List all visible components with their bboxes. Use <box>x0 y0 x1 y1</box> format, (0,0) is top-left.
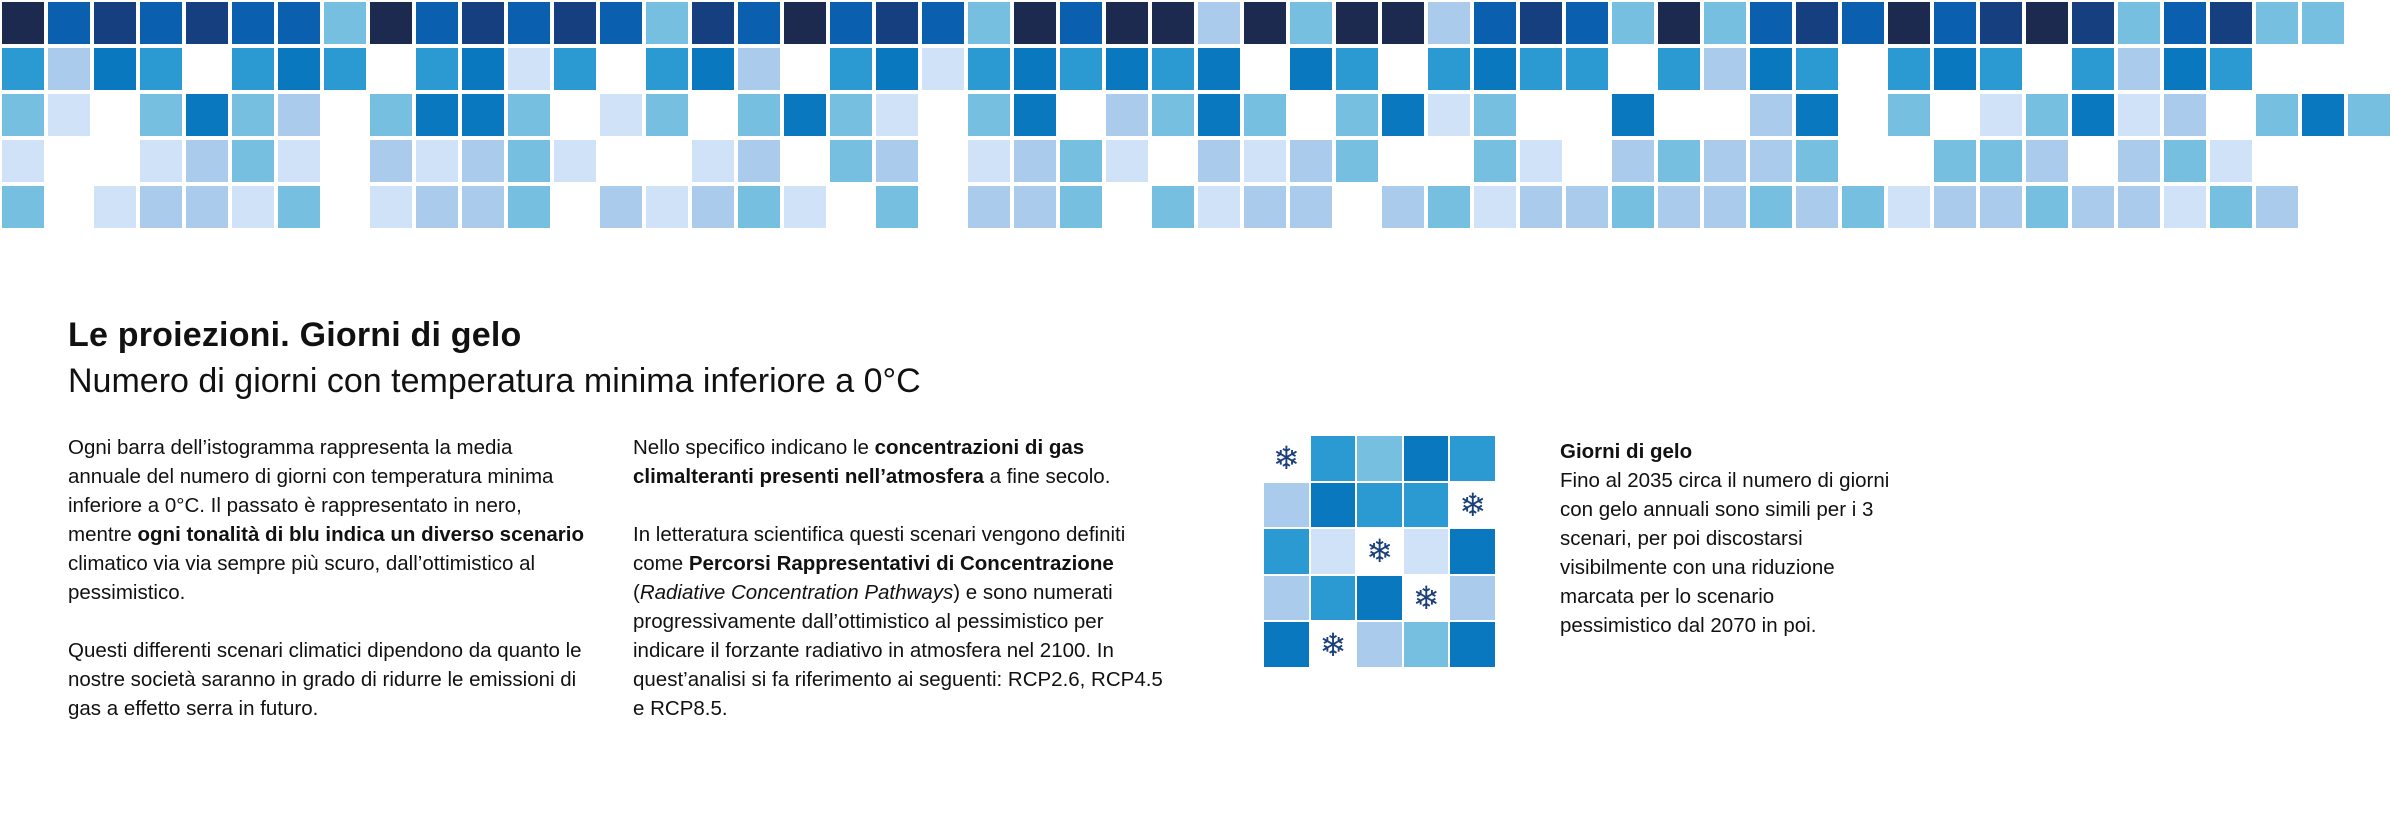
mosaic-tile <box>2162 0 2208 46</box>
mosaic-tile <box>1012 0 1058 46</box>
mosaic-tile <box>644 0 690 46</box>
mosaic-tile <box>2116 184 2162 230</box>
snowflake-grid-tile <box>1310 482 1357 529</box>
mosaic-tile <box>460 138 506 184</box>
mosaic-tile <box>184 184 230 230</box>
mosaic-tile <box>1104 92 1150 138</box>
snowflake-grid-tile <box>1403 575 1450 622</box>
mosaic-tile <box>0 184 46 230</box>
mosaic-tile <box>1380 184 1426 230</box>
text-segment: ) e sono numerati progressivamente dall’ottimistico al pessimistico per indicare il forzante radiativo in atmosfera nel 2100. In quest’analisi si fa riferimento ai seguenti: RCP2.6, RCP4.5 e RCP8.5. <box>633 581 1163 720</box>
snowflake-icon: ❄ <box>1459 485 1487 524</box>
mosaic-tile <box>230 184 276 230</box>
mosaic-tile <box>1840 184 1886 230</box>
page-title: Le proiezioni. Giorni di gelo <box>68 316 522 354</box>
mosaic-tile <box>1012 46 1058 92</box>
mosaic-tile <box>1104 46 1150 92</box>
snowflake-grid-tile <box>1449 528 1496 575</box>
snowflake-grid-icon <box>1263 435 1496 668</box>
paragraph-rcp-definition <box>633 520 1173 723</box>
mosaic-tile <box>1196 92 1242 138</box>
mosaic-tile <box>2162 92 2208 138</box>
mosaic-tile <box>1564 184 1610 230</box>
mosaic-tile <box>460 0 506 46</box>
mosaic-tile <box>1242 92 1288 138</box>
mosaic-tile <box>138 138 184 184</box>
snowflake-grid-tile <box>1449 575 1496 622</box>
mosaic-tile <box>138 184 184 230</box>
mosaic-tile <box>1196 0 1242 46</box>
mosaic-tile <box>1058 138 1104 184</box>
mosaic-tile <box>230 138 276 184</box>
mosaic-tile <box>874 0 920 46</box>
frost-days-note <box>1560 437 1890 640</box>
snowflake-icon: ❄ <box>1412 579 1440 618</box>
mosaic-tile <box>1794 184 1840 230</box>
mosaic-tile <box>828 92 874 138</box>
mosaic-tile <box>1610 92 1656 138</box>
mosaic-tile <box>1288 46 1334 92</box>
mosaic-tile <box>46 46 92 92</box>
mosaic-tile <box>1610 184 1656 230</box>
mosaic-tile <box>1012 184 1058 230</box>
snowflake-grid-tile <box>1403 435 1450 482</box>
mosaic-tile <box>2070 92 2116 138</box>
mosaic-tile <box>1472 92 1518 138</box>
mosaic-tile <box>506 46 552 92</box>
snowflake-grid-tile <box>1356 575 1403 622</box>
mosaic-tile <box>828 46 874 92</box>
mosaic-tile <box>460 184 506 230</box>
mosaic-tile <box>138 46 184 92</box>
mosaic-tile <box>230 92 276 138</box>
mosaic-tile <box>1426 184 1472 230</box>
snowflake-grid-tile <box>1356 528 1403 575</box>
mosaic-tile <box>552 46 598 92</box>
mosaic-tile <box>1104 138 1150 184</box>
mosaic-tile <box>1610 138 1656 184</box>
mosaic-tile <box>414 138 460 184</box>
mosaic-tile <box>1702 46 1748 92</box>
mosaic-tile <box>2116 92 2162 138</box>
snowflake-grid-tile <box>1403 621 1450 668</box>
mosaic-tile <box>2070 0 2116 46</box>
mosaic-tile <box>230 46 276 92</box>
mosaic-tile <box>874 184 920 230</box>
decorative-mosaic-banner <box>0 0 2393 230</box>
mosaic-tile <box>966 184 1012 230</box>
mosaic-tile <box>46 92 92 138</box>
mosaic-tile <box>2208 0 2254 46</box>
snowflake-grid-tile <box>1403 482 1450 529</box>
mosaic-tile <box>1288 138 1334 184</box>
mosaic-tile <box>552 0 598 46</box>
mosaic-tile <box>1932 138 1978 184</box>
mosaic-tile <box>598 92 644 138</box>
mosaic-tile <box>644 184 690 230</box>
mosaic-tile <box>1656 46 1702 92</box>
mosaic-tile <box>782 92 828 138</box>
snowflake-grid-tile <box>1263 528 1310 575</box>
mosaic-tile <box>414 46 460 92</box>
paragraph-gas-concentrations <box>633 433 1173 491</box>
mosaic-tile <box>1426 92 1472 138</box>
mosaic-tile <box>322 46 368 92</box>
mosaic-tile <box>92 46 138 92</box>
mosaic-tile <box>2162 138 2208 184</box>
mosaic-tile <box>276 92 322 138</box>
mosaic-tile <box>1564 0 1610 46</box>
mosaic-tile <box>2254 184 2300 230</box>
mosaic-tile <box>1794 92 1840 138</box>
mosaic-tile <box>322 0 368 46</box>
snowflake-grid-tile <box>1449 435 1496 482</box>
mosaic-tile <box>506 0 552 46</box>
text-segment: In letteratura scientifica questi scenari vengono definiti come <box>633 523 1126 575</box>
mosaic-tile <box>1472 46 1518 92</box>
snowflake-icon: ❄ <box>1319 625 1347 664</box>
mosaic-tile <box>1242 184 1288 230</box>
mosaic-tile <box>1794 46 1840 92</box>
bold-text-segment: Percorsi Rappresentativi di Concentrazione <box>688 552 1114 575</box>
mosaic-tile <box>920 0 966 46</box>
mosaic-tile <box>1932 0 1978 46</box>
text-segment: ( <box>633 581 640 604</box>
text-segment: a fine secolo. <box>983 465 1111 488</box>
mosaic-tile <box>690 138 736 184</box>
intro-column-middle <box>633 433 1173 752</box>
mosaic-tile <box>92 184 138 230</box>
mosaic-tile <box>1472 0 1518 46</box>
mosaic-tile <box>368 92 414 138</box>
mosaic-tile <box>1334 92 1380 138</box>
snowflake-grid-tile <box>1310 621 1357 668</box>
mosaic-tile <box>690 46 736 92</box>
mosaic-tile <box>966 46 1012 92</box>
mosaic-tile <box>1932 184 1978 230</box>
mosaic-tile <box>828 138 874 184</box>
mosaic-tile <box>966 0 1012 46</box>
bold-text-segment: ogni tonalità di blu indica un diverso scenario <box>137 523 585 546</box>
mosaic-tile <box>46 0 92 46</box>
snowflake-grid-tile <box>1263 435 1310 482</box>
mosaic-tile <box>2116 46 2162 92</box>
mosaic-tile <box>874 138 920 184</box>
snowflake-grid-tile <box>1263 575 1310 622</box>
snowflake-grid-tile <box>1310 435 1357 482</box>
mosaic-tile <box>1334 0 1380 46</box>
mosaic-tile <box>1978 46 2024 92</box>
mosaic-tile <box>0 0 46 46</box>
bold-text-segment: concentrazioni di gas climalteranti presenti nell’atmosfera <box>633 436 1085 488</box>
mosaic-tile <box>1380 0 1426 46</box>
mosaic-tile <box>2116 138 2162 184</box>
mosaic-tile <box>1794 0 1840 46</box>
text-segment: Ogni barra dell’istogramma rappresenta la media annuale del numero di giorni con temperatura minima inferiore a 0°C. Il passato è rappresentato in nero, mentre <box>68 436 554 546</box>
snowflake-grid-tile <box>1449 621 1496 668</box>
mosaic-tile <box>2208 184 2254 230</box>
mosaic-tile <box>0 46 46 92</box>
mosaic-tile <box>138 0 184 46</box>
mosaic-tile <box>368 138 414 184</box>
mosaic-tile <box>1058 0 1104 46</box>
mosaic-tile <box>1472 138 1518 184</box>
mosaic-tile <box>184 92 230 138</box>
mosaic-tile <box>1196 184 1242 230</box>
mosaic-tile <box>506 92 552 138</box>
paragraph-histogram-explanation <box>68 433 588 607</box>
mosaic-tile <box>1702 184 1748 230</box>
snowflake-icon: ❄ <box>1272 439 1300 478</box>
mosaic-tile <box>1610 0 1656 46</box>
mosaic-tile <box>276 0 322 46</box>
mosaic-tile <box>1978 138 2024 184</box>
mosaic-tile <box>1748 0 1794 46</box>
mosaic-tile <box>2254 0 2300 46</box>
mosaic-tile <box>1886 92 1932 138</box>
mosaic-tile <box>736 184 782 230</box>
mosaic-tile <box>1242 138 1288 184</box>
mosaic-tile <box>874 46 920 92</box>
mosaic-tile <box>2070 46 2116 92</box>
mosaic-tile <box>1058 46 1104 92</box>
snowflake-grid-tile <box>1263 621 1310 668</box>
mosaic-tile <box>1518 0 1564 46</box>
paragraph-scenarios-dependence: Questi differenti scenari climatici dipendono da quanto le nostre società saranno in grado di ridurre le emissioni di gas a effetto serra in futuro. <box>68 639 582 720</box>
mosaic-tile <box>736 46 782 92</box>
mosaic-tile <box>1794 138 1840 184</box>
mosaic-tile <box>1656 184 1702 230</box>
mosaic-tile <box>2116 0 2162 46</box>
mosaic-tile <box>506 184 552 230</box>
mosaic-tile <box>1058 184 1104 230</box>
mosaic-tile <box>1196 46 1242 92</box>
mosaic-tile <box>1150 184 1196 230</box>
mosaic-tile <box>1978 92 2024 138</box>
mosaic-tile <box>0 138 46 184</box>
mosaic-tile <box>506 138 552 184</box>
mosaic-tile <box>966 92 1012 138</box>
mosaic-tile <box>368 0 414 46</box>
mosaic-tile <box>368 184 414 230</box>
mosaic-tile <box>1656 138 1702 184</box>
mosaic-tile <box>2024 138 2070 184</box>
mosaic-tile <box>690 184 736 230</box>
mosaic-tile <box>2300 0 2346 46</box>
mosaic-tile <box>92 0 138 46</box>
mosaic-tile <box>2024 184 2070 230</box>
mosaic-tile <box>552 138 598 184</box>
mosaic-tile <box>1288 0 1334 46</box>
mosaic-tile <box>1150 46 1196 92</box>
mosaic-tile <box>1564 46 1610 92</box>
mosaic-tile <box>690 0 736 46</box>
mosaic-tile <box>1518 46 1564 92</box>
mosaic-tile <box>276 138 322 184</box>
mosaic-tile <box>2254 92 2300 138</box>
mosaic-tile <box>1150 92 1196 138</box>
mosaic-tile <box>1196 138 1242 184</box>
mosaic-tile <box>874 92 920 138</box>
mosaic-tile <box>1426 46 1472 92</box>
mosaic-tile <box>1518 138 1564 184</box>
mosaic-tile <box>138 92 184 138</box>
mosaic-tile <box>1840 0 1886 46</box>
mosaic-tile <box>1748 138 1794 184</box>
mosaic-tile <box>2208 46 2254 92</box>
mosaic-tile <box>184 0 230 46</box>
mosaic-tile <box>1702 0 1748 46</box>
mosaic-tile <box>414 0 460 46</box>
mosaic-tile <box>2070 184 2116 230</box>
mosaic-tile <box>276 46 322 92</box>
mosaic-tile <box>1978 0 2024 46</box>
mosaic-tile <box>2024 0 2070 46</box>
mosaic-tile <box>460 92 506 138</box>
mosaic-tile <box>276 184 322 230</box>
snowflake-grid-tile <box>1310 528 1357 575</box>
mosaic-tile <box>2162 184 2208 230</box>
mosaic-tile <box>782 0 828 46</box>
mosaic-tile <box>736 92 782 138</box>
mosaic-tile <box>736 138 782 184</box>
italic-text-segment: Radiative Concentration Pathways <box>639 581 954 604</box>
mosaic-tile <box>184 138 230 184</box>
mosaic-tile <box>1886 184 1932 230</box>
text-segment: Nello specifico indicano le <box>633 436 875 459</box>
mosaic-tile <box>736 0 782 46</box>
mosaic-tile <box>1518 184 1564 230</box>
snowflake-grid-tile <box>1449 482 1496 529</box>
intro-column-left <box>68 433 588 752</box>
mosaic-tile <box>1104 0 1150 46</box>
mosaic-tile <box>1242 0 1288 46</box>
snowflake-grid-tile <box>1263 482 1310 529</box>
page-subtitle: Numero di giorni con temperatura minima inferiore a 0°C <box>68 362 921 400</box>
mosaic-tile <box>460 46 506 92</box>
mosaic-tile <box>1012 138 1058 184</box>
mosaic-tile <box>1748 184 1794 230</box>
mosaic-tile <box>1886 0 1932 46</box>
mosaic-tile <box>920 46 966 92</box>
mosaic-tile <box>1978 184 2024 230</box>
mosaic-tile <box>1150 0 1196 46</box>
mosaic-tile <box>1656 0 1702 46</box>
mosaic-tile <box>1334 138 1380 184</box>
snowflake-grid-tile <box>1356 621 1403 668</box>
mosaic-tile <box>782 184 828 230</box>
mosaic-tile <box>1932 46 1978 92</box>
mosaic-tile <box>598 184 644 230</box>
mosaic-tile <box>966 138 1012 184</box>
frost-days-text: Fino al 2035 circa il numero di giorni con gelo annuali sono simili per i 3 scenari, per poi discostarsi visibilmente con una riduzione marcata per lo scenario pessimistico dal 2070 in poi. <box>1560 469 1890 637</box>
mosaic-tile <box>1702 138 1748 184</box>
mosaic-tile <box>414 184 460 230</box>
mosaic-tile <box>1334 46 1380 92</box>
mosaic-tile <box>1472 184 1518 230</box>
snowflake-grid-tile <box>1356 435 1403 482</box>
snowflake-grid-tile <box>1356 482 1403 529</box>
mosaic-tile <box>2162 46 2208 92</box>
mosaic-tile <box>1748 92 1794 138</box>
snowflake-icon: ❄ <box>1366 532 1393 571</box>
snowflake-grid-tile <box>1403 528 1450 575</box>
mosaic-tile <box>644 92 690 138</box>
mosaic-tile <box>1012 92 1058 138</box>
frost-days-heading: Giorni di gelo <box>1560 440 1693 463</box>
snowflake-grid-tile <box>1310 575 1357 622</box>
mosaic-tile <box>230 0 276 46</box>
mosaic-tile <box>1886 46 1932 92</box>
mosaic-tile <box>598 0 644 46</box>
mosaic-tile <box>2346 92 2392 138</box>
mosaic-tile <box>414 92 460 138</box>
mosaic-tile <box>644 46 690 92</box>
mosaic-tile <box>2300 92 2346 138</box>
mosaic-tile <box>1748 46 1794 92</box>
mosaic-tile <box>1426 0 1472 46</box>
mosaic-tile <box>1380 92 1426 138</box>
mosaic-tile <box>2024 92 2070 138</box>
mosaic-tile <box>1288 184 1334 230</box>
mosaic-tile <box>2208 138 2254 184</box>
mosaic-tile <box>0 92 46 138</box>
mosaic-tile <box>828 0 874 46</box>
text-segment: climatico via via sempre più scuro, dall’ottimistico al pessimistico. <box>68 552 536 604</box>
